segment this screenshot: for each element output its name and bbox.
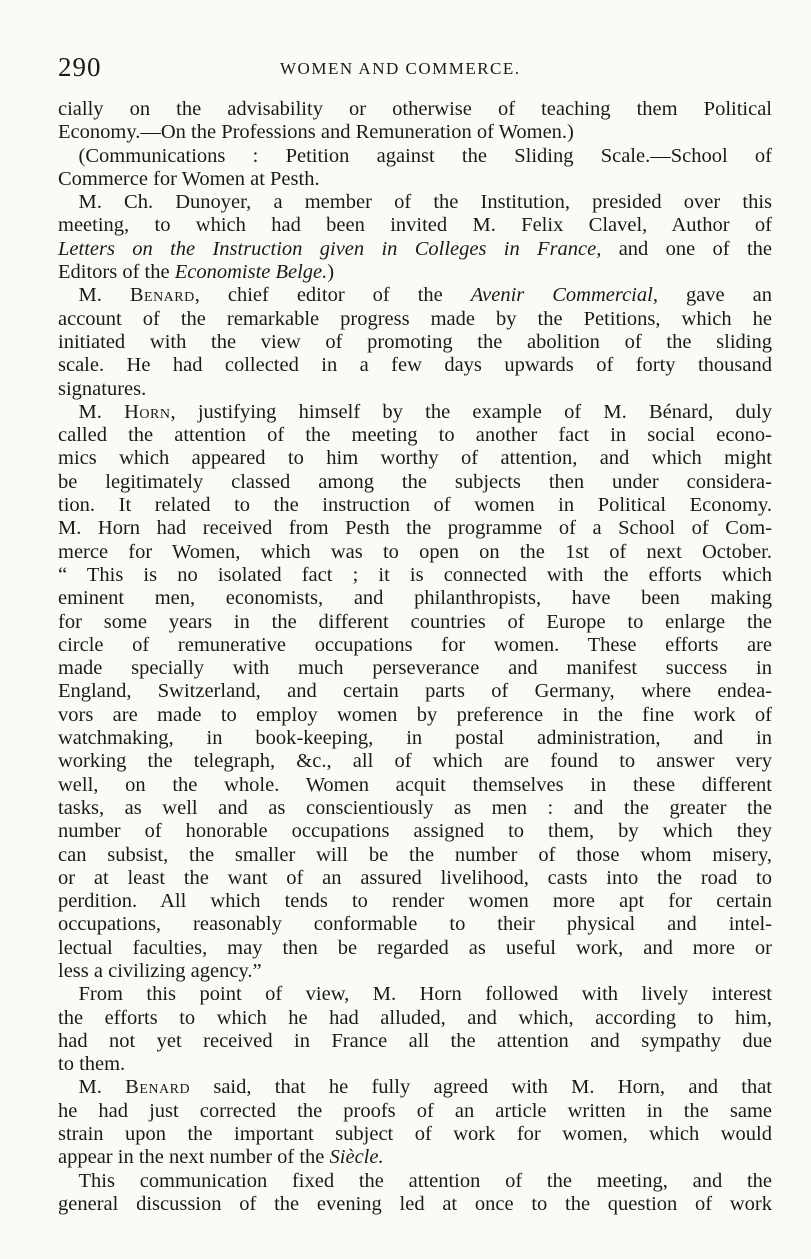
text-line: meeting, to which had been invited M. Felix Clavel, Author of (58, 214, 772, 237)
text-run: , justifying himself by the example of M. Bénard, duly (170, 400, 772, 423)
text-line: number of honorable occupations assigned to them, by which they (58, 820, 772, 843)
page-header (58, 52, 770, 88)
text-line: can subsist, the smaller will be the number of those whom misery, (58, 843, 772, 866)
text-line: tion. It related to the instruction of women in Political Economy. (58, 494, 772, 517)
text-line: (Communications : Petition against the Sliding Scale.—School of (58, 144, 772, 167)
text-run: appear in the next number of the (58, 1146, 330, 1169)
text-line: vors are made to employ women by preference in the fine work of (58, 703, 772, 726)
text-line: had not yet received in France all the attention and sympathy due (58, 1029, 772, 1052)
italic-text: Siècle. (329, 1146, 384, 1169)
text-line: mics which appeared to him worthy of attention, and which might (58, 447, 772, 470)
small-caps-name: Benard (125, 1076, 191, 1099)
running-title: WOMEN AND COMMERCE. (280, 59, 521, 78)
text-line: he had just corrected the proofs of an article written in the same (58, 1099, 772, 1122)
text-run: said, that he fully agreed with M. Horn, and that (190, 1076, 772, 1099)
text-line: M. Ch. Dunoyer, a member of the Institution, presided over this (58, 191, 772, 214)
text-line: well, on the whole. Women acquit themselves in these different (58, 773, 772, 796)
text-line: eminent men, economists, and philanthropists, have been making (58, 587, 772, 610)
text-line: called the attention of the meeting to another fact in social econo- (58, 424, 772, 447)
text-run: , chief editor of the (194, 284, 471, 307)
small-caps-name: Horn (124, 400, 171, 423)
text-line: “ This is no isolated fact ; it is connected with the efforts which (58, 563, 772, 586)
text-line: From this point of view, M. Horn followed with lively interest (58, 983, 772, 1006)
text-line: less a civilizing agency.” (58, 959, 262, 982)
text-run: M. (58, 400, 125, 423)
text-line: scale. He had collected in a few days upwards of forty thousand (58, 354, 772, 377)
text-line (58, 284, 772, 307)
text-line: made specially with much perseverance and manifest success in (58, 657, 772, 680)
italic-text: Avenir Commercial, (470, 284, 658, 307)
text-run: M. (58, 1076, 126, 1099)
text-line: to them. (58, 1053, 126, 1076)
text-line: This communication fixed the attention of the meeting, and the (58, 1169, 772, 1192)
italic-text: Letters on the Instruction given in Colleges in France, (58, 237, 602, 260)
text-line (58, 1076, 772, 1099)
text-run: ) (327, 261, 335, 284)
italic-text: Economiste Belge. (174, 261, 328, 284)
small-caps-name: Benard (129, 284, 195, 307)
text-line: merce for Women, which was to open on the 1st of next October. (58, 540, 772, 563)
text-line: general discussion of the evening led at once to the question of work (58, 1192, 772, 1215)
text-line: cially on the advisability or otherwise of teaching them Political (58, 98, 772, 120)
text-line: watchmaking, in book-keeping, in postal administration, and in (58, 727, 772, 750)
text-line: tasks, as well and as conscientiously as men : and the greater the (58, 796, 772, 819)
text-line: initiated with the view of promoting the abolition of the sliding (58, 330, 772, 353)
page-number: 290 (58, 52, 102, 82)
text-line: for some years in the different countries of Europe to enlarge the (58, 610, 772, 633)
text-line: England, Switzerland, and certain parts of Germany, where endea- (58, 680, 772, 703)
text-line: strain upon the important subject of work for women, which would (58, 1123, 772, 1146)
text-line: circle of remunerative occupations for women. These efforts are (58, 633, 772, 656)
text-run: Editors of the (58, 261, 175, 284)
text-line: signatures. (58, 377, 147, 400)
text-line: Economy.—On the Professions and Remuneration of Women.) (58, 121, 574, 144)
text-line: M. Horn had received from Pesth the programme of a School of Com- (58, 517, 772, 540)
text-line: working the telegraph, &c., all of which are found to answer very (58, 750, 772, 773)
text-line (58, 238, 772, 261)
text-line (58, 401, 772, 424)
text-line: be legitimately classed among the subjects then under considera- (58, 470, 772, 493)
text-line: occupations, reasonably conformable to their physical and intel- (58, 913, 772, 936)
text-line: the efforts to which he had alluded, and which, according to him, (58, 1006, 772, 1029)
text-line (58, 261, 772, 284)
text-line: Commerce for Women at Pesth. (58, 167, 320, 190)
text-run: M. (58, 284, 130, 307)
text-line: account of the remarkable progress made by the Petitions, which he (58, 307, 772, 330)
text-line (58, 1146, 772, 1169)
body-text (58, 98, 772, 1216)
text-run: and one of the (601, 237, 772, 260)
text-run: gave an (657, 284, 772, 307)
text-line: or at least the want of an assured livelihood, casts into the road to (58, 866, 772, 889)
text-line: lectual faculties, may then be regarded as useful work, and more or (58, 936, 772, 959)
text-line: perdition. All which tends to render women more apt for certain (58, 890, 772, 913)
